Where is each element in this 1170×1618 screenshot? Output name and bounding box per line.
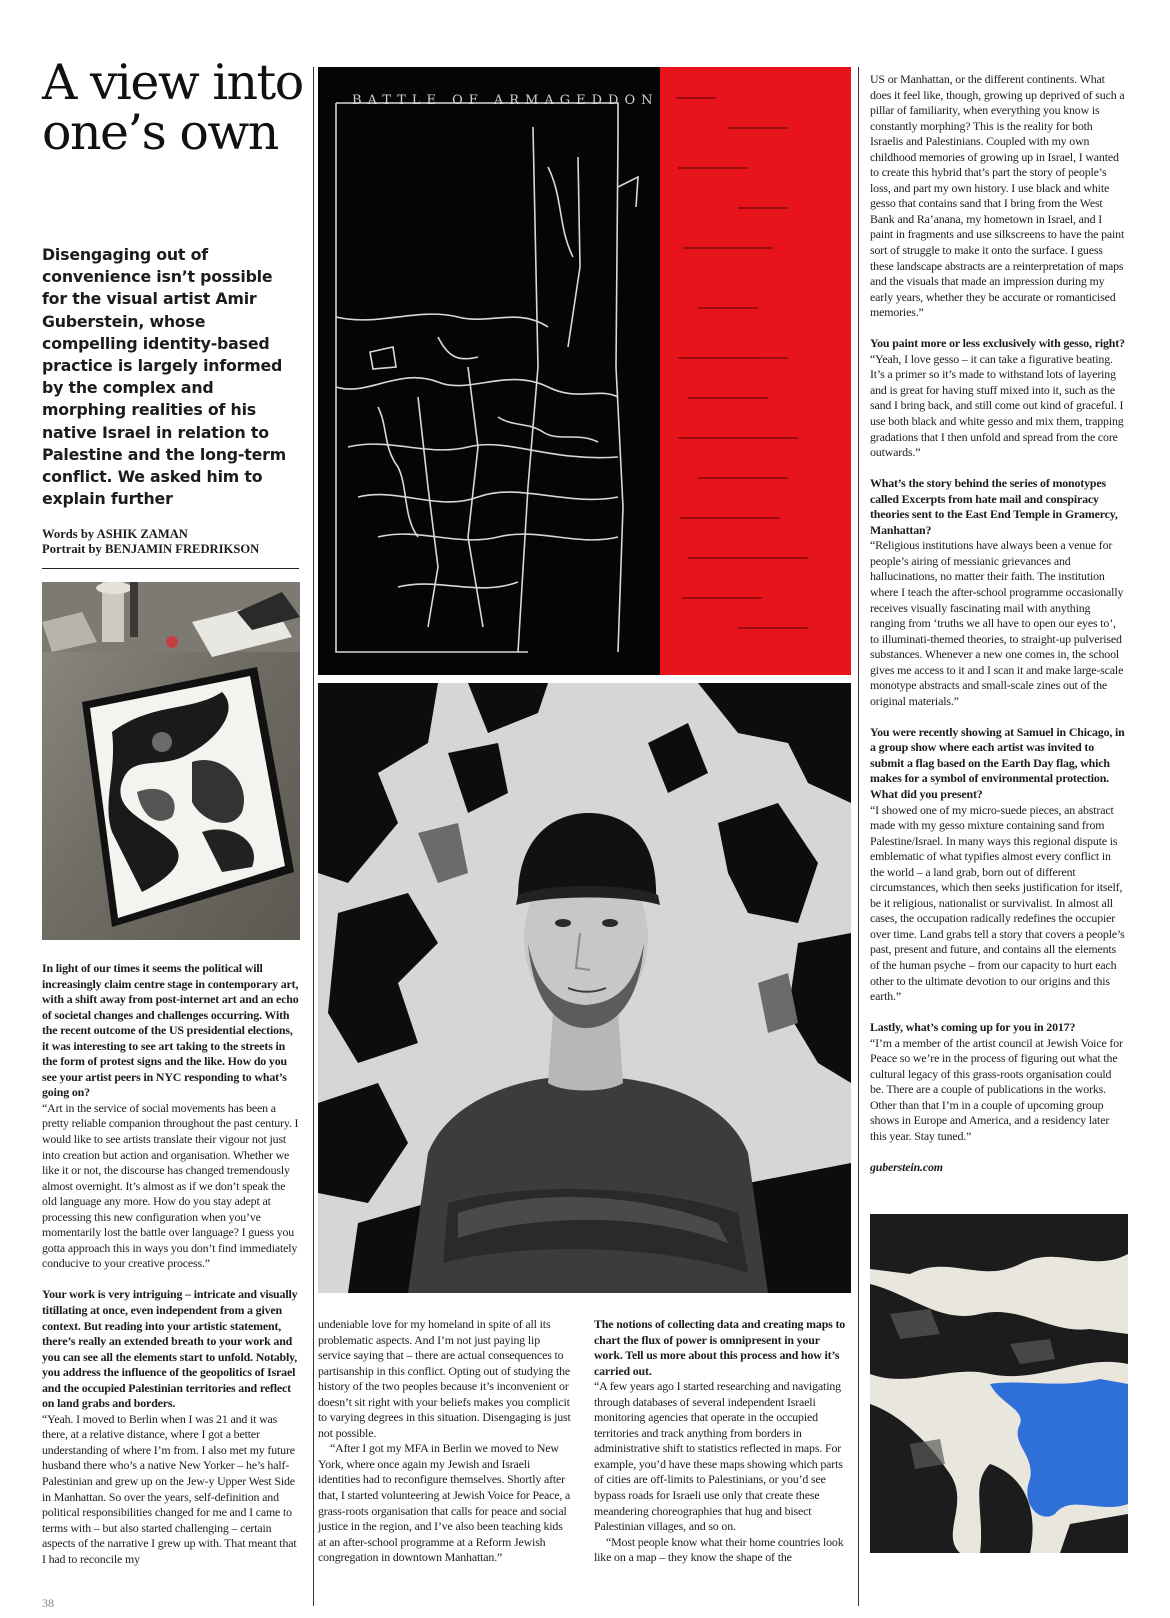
answer-3-part-1: “A few years ago I started researching and navigating through databases of several independent Israeli monitoring agencies that operate in the occupied territories and track anything from borders in administrative shift to statistics reflected in maps. For example, you’d have these maps showing which parts of cities are off-limits to Palestinians, or you’d see bypass roads for Israeli use only that create these meandering choreographies that hug and bisect Palestinian villages, and so on. — [594, 1379, 843, 1534]
body-column-2 — [318, 1317, 573, 1566]
answer-6: “I showed one of my micro-suede pieces, an abstract made with my gesso mixture containing sand from Palestine/Israel. In many ways this regional dispute is emblematic of what typifies almost every conflict in the world – a land grab, born out of different circumstances, which then seeks justification for itself, be it religious, nationalist or survivalist. In almost all cases, the occupation radically redefines the occupier over time. Land grabs tell a story that covers a people’s past, present and future, and contains all the elements of the human psyche – from our capacity to hurt each other to the ultimate devotion to our origins and this earth.” — [870, 802, 1125, 1004]
page-number: 38 — [42, 1596, 54, 1610]
question-3: The notions of collecting data and creating maps to chart the flux of power is omnipresent in your work. Tell us more about this process and how it’s carried out. — [594, 1317, 846, 1378]
answer-2-part-1: “Yeah. I moved to Berlin when I was 21 and it was there, at a relative distance, where I got a better understanding of where I’m from. I also met my future husband there who’s a native New Yorker – he’s half-Palestinian and grew up on the Jew-y Upper West Side in Manhattan. So over the years, self-definition and political responsibilities changed for me and I came to terms with – but also started challenging – certain aspects of the narrative I grew up with. That meant that I had to reconcile my — [42, 1411, 297, 1566]
question-7: Lastly, what’s coming up for you in 2017? — [870, 1020, 1076, 1035]
answer-1: “Art in the service of social movements has been a pretty reliable companion throughout the past century. I would like to see artists translate their vigour not just into creation but action and organisation. Whether we like it or not, the discourse has changed tremendously almost overnight. It’s almost as if we don’t speak the old language any more. How do you stay adept at processing this new configuration when you’ve momentarily lost the battle over language? I guess you gotta approach this in ways you don’t find immediately conducive to your creative process.” — [42, 1100, 299, 1271]
artwork-battle-of-armageddon — [318, 67, 851, 675]
map-title: BATTLE OF ARMAGEDDON — [352, 93, 659, 108]
answer-2-part-2: undeniable love for my homeland in spite of all its problematic aspects. And I’m not just paying lip service saying that – there are actual consequences to partisanship in this conflict. Opting out of studying the history of the two peoples because it’s inconvenient or doesn’t sit right with your beliefs makes you complicit to varying degrees in this situation. Disengaging is just not possible. — [318, 1317, 571, 1440]
question-1: In light of our times it seems the political will increasingly claim centre stage in contemporary art, with a shift away from post-internet art and an echo of societal changes and challenges occurring. With the recent outcome of the US presidential elections, it was interesting to see art taking to the streets in the form of protest signs and the like. How do you see your artist peers in NYC responding to what’s going on? — [42, 961, 299, 1100]
artwork-gesso-blue — [870, 1214, 1128, 1553]
studio-photo — [42, 582, 300, 940]
body-column-4 — [870, 72, 1126, 1176]
question-4: You paint more or less exclusively with gesso, right? — [870, 336, 1125, 351]
byline — [42, 527, 302, 557]
body-column-1 — [42, 961, 300, 1567]
question-6: You were recently showing at Samuel in Chicago, in a group show where each artist was invited to submit a flag based on the Earth Day flag, which makes for a symbol of environmental protection. What did you present? — [870, 724, 1125, 802]
byline-divider — [42, 568, 299, 569]
body-column-3 — [594, 1317, 850, 1566]
column-rule-right — [858, 67, 859, 1606]
credit-portrait: Portrait by BENJAMIN FREDRIKSON — [42, 542, 260, 556]
standfirst: Disengaging out of convenience isn’t possible for the visual artist Amir Guberstein, whose compelling identity-based practice is largely informed by the complex and morphing realities of his native Israel in relation to Palestine and the long-term conflict. We asked him to explain further — [42, 245, 286, 509]
article-title: A view into one’s own — [42, 54, 303, 161]
answer-4: “Yeah, I love gesso – it can take a figurative beating. It’s a primer so it’s made to withstand lots of layering and is great for having stuff mixed into it, such as the sand I bring back, and still come out kind of graceful. I use both black and white gesso and mix them, trapping gradations that I then unfold and spread from the core outwards.” — [870, 351, 1124, 460]
red-panel — [660, 67, 851, 675]
answer-5: “Religious institutions have always been a venue for people’s airing of messianic grievances and hallucinations, no matter their faith. The institution where I teach the after-school programme occasionally receives visually fascinating mail with anything ranging from ‘truths we all have to open our eyes to’, to illuminati-themed theories, to straight-up pulverised substances. Whenever a new one comes in, the school gives me access to it and I scan it and make large-scale monotype abstracts and small-scale zines out of the original materials.” — [870, 538, 1124, 708]
question-5: What’s the story behind the series of monotypes called Excerpts from hate mail and conspiracy theories sent to the East End Temple in Gramercy, Manhattan? — [870, 476, 1118, 537]
column-rule-left — [313, 67, 314, 1606]
credit-words: Words by ASHIK ZAMAN — [42, 527, 188, 541]
artist-website[interactable]: guberstein.com — [870, 1160, 943, 1175]
answer-7: “I’m a member of the artist council at Jewish Voice for Peace so we’re in the process of figuring out what the cultural legacy of this grass-roots organisation could be. There are a couple of publications in the works. Other than that I’m in a couple of upcoming group shows in Europe and America, and a residency later this year. Stay tuned.” — [870, 1035, 1123, 1143]
answer-3-part-3: US or Manhattan, or the different continents. What does it feel like, though, growing up deprived of such a pillar of familiarity, when everything you know is constantly morphing? This is the reality for both Israelis and Palestinians. Coupled with my own childhood memories of growing up in Israel, I wanted to create this hybrid that’s part the story of people’s loss, and part my own history. I use black and white gesso that contains sand that I bring from the West Bank and Ra’anana, my hometown in Israel, and I paint in fragments and use silkscreens to have the paint sort of struggle to make it onto the surface. I guess these landscape abstracts are a reinterpretation of maps and the visuals that made an impression during my early years, whether they be accurate or romanticised memories.” — [870, 72, 1125, 320]
answer-3-part-2: “Most people know what their home countries look like on a map – they know the shape of the — [594, 1534, 844, 1565]
answer-2-part-3: “After I got my MFA in Berlin we moved to New York, where once again my Jewish and Israeli identities had to reconfigure themselves. Shortly after that, I started volunteering at Jewish Voice for Peace, a grass-roots organisation that calls for peace and social justice in the region, and I’ve also been teaching kids at an after-school programme at a Reform Jewish congregation in downtown Manhattan.” — [318, 1441, 571, 1565]
artist-portrait — [318, 683, 851, 1293]
question-2: Your work is very intriguing – intricate and visually titillating at once, even independent from a given context. But reading into your artistic statement, there’s really an extended breath to your work and you can see all the elements start to unfold. Notably, you address the influence of the geopolitics of Israel and the occupied Palestinian territories and reflect on land grabs and borders. — [42, 1287, 298, 1411]
